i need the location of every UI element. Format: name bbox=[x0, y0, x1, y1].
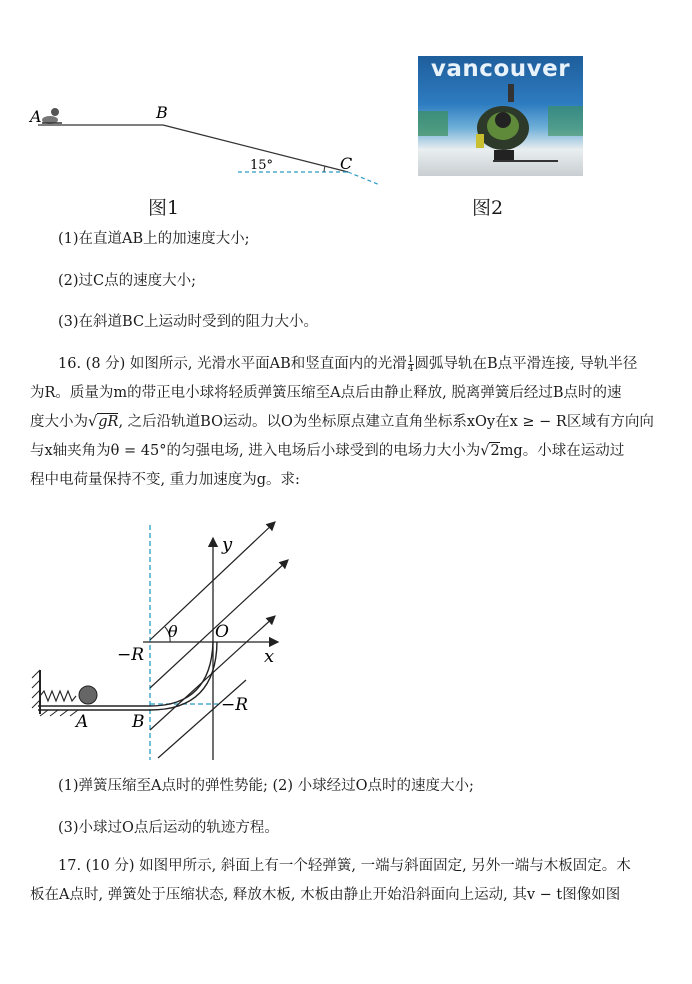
diagram-a-label: A bbox=[76, 712, 89, 732]
q16-line-1-a: 16. (8 分) 如图所示, 光滑水平面AB和竖直面内的光滑 bbox=[58, 356, 407, 372]
photo-banner-text: vancouver bbox=[430, 56, 571, 82]
q16-line-5: 程中电荷量保持不变, 重力加速度为g。求: bbox=[30, 472, 300, 488]
quarter-fraction bbox=[408, 356, 414, 373]
diagram-neg-r-x: −R bbox=[117, 645, 145, 665]
q16-line-3-b: , 之后沿轨道BO运动。以O为坐标原点建立直角坐标系xOy在x ≥ − R区域有方向向 bbox=[118, 414, 654, 430]
q16-field-diagram bbox=[28, 520, 328, 765]
q17-line-2: 板在A点时, 弹簧处于压缩状态, 释放木板, 木板由静止开始沿斜面向上运动, 其v − t图像如图 bbox=[30, 887, 621, 903]
diagram-x-label: x bbox=[264, 646, 275, 667]
diagram-o-label: O bbox=[215, 622, 229, 642]
q16-line-1 bbox=[58, 354, 637, 374]
q15-item-1: (1)在直道AB上的加速度大小; bbox=[58, 231, 250, 247]
diagram-y-label: y bbox=[222, 534, 233, 555]
q16-line-4-b: mg。小球在运动过 bbox=[499, 443, 625, 459]
q16-line-1-b: 圆弧导轨在B点平滑连接, 导轨半径 bbox=[414, 356, 638, 372]
sqrt-2: 2 bbox=[490, 443, 500, 459]
fraction-numerator: 1 bbox=[407, 354, 414, 365]
spring-icon bbox=[40, 691, 76, 701]
skeleton-athlete-image bbox=[418, 56, 583, 176]
q16-line-4: 与x轴夹角为θ = 45°的匀强电场, 进入电场后小球受到的电场力大小为√2mg。小球在运动过 bbox=[30, 443, 625, 459]
q16-line-2: 为R。质量为m的带正电小球将轻质弹簧压缩至A点后由静止释放, 脱离弹簧后经过B点时的速 bbox=[30, 385, 622, 401]
fig1-label-a: A bbox=[30, 107, 42, 126]
q16-line-3-a: 度大小为 bbox=[30, 414, 88, 430]
diagram-theta-label: θ bbox=[168, 622, 178, 641]
fig1-angle: 15° bbox=[250, 158, 274, 173]
sled-rider-icon bbox=[42, 108, 62, 124]
fraction-denominator: 4 bbox=[407, 363, 414, 374]
q15-item-3: (3)在斜道BC上运动时受到的阻力大小。 bbox=[58, 314, 319, 330]
figure1-caption: 图1 bbox=[148, 197, 180, 219]
q17-line-1: 17. (10 分) 如图甲所示, 斜面上有一个轻弹簧, 一端与斜面固定, 另外一端与木板固定。木 bbox=[58, 858, 631, 874]
q16-line-3: 度大小为√gR, 之后沿轨道BO运动。以O为坐标原点建立直角坐标系xOy在x ≥ − R区域有方向向 bbox=[30, 414, 654, 430]
figure2-photo bbox=[418, 56, 583, 176]
figure1-diagram bbox=[28, 95, 388, 190]
q16-item-2: (3)小球过O点后运动的轨迹方程。 bbox=[58, 820, 279, 836]
q15-item-2: (2)过C点的速度大小; bbox=[58, 273, 197, 289]
q16-line-4-a: 与x轴夹角为θ = 45°的匀强电场, 进入电场后小球受到的电场力大小为 bbox=[30, 443, 481, 459]
fig1-label-c: C bbox=[340, 154, 353, 173]
diagram-b-label: B bbox=[132, 712, 145, 732]
figure2-caption: 图2 bbox=[472, 197, 504, 219]
sqrt-gr: gR bbox=[98, 414, 119, 430]
fig1-label-b: B bbox=[156, 103, 168, 122]
ball-icon bbox=[79, 686, 97, 704]
q16-item-1: (1)弹簧压缩至A点时的弹性势能; (2) 小球经过O点时的速度大小; bbox=[58, 778, 474, 794]
diagram-neg-r-y: −R bbox=[221, 695, 249, 715]
